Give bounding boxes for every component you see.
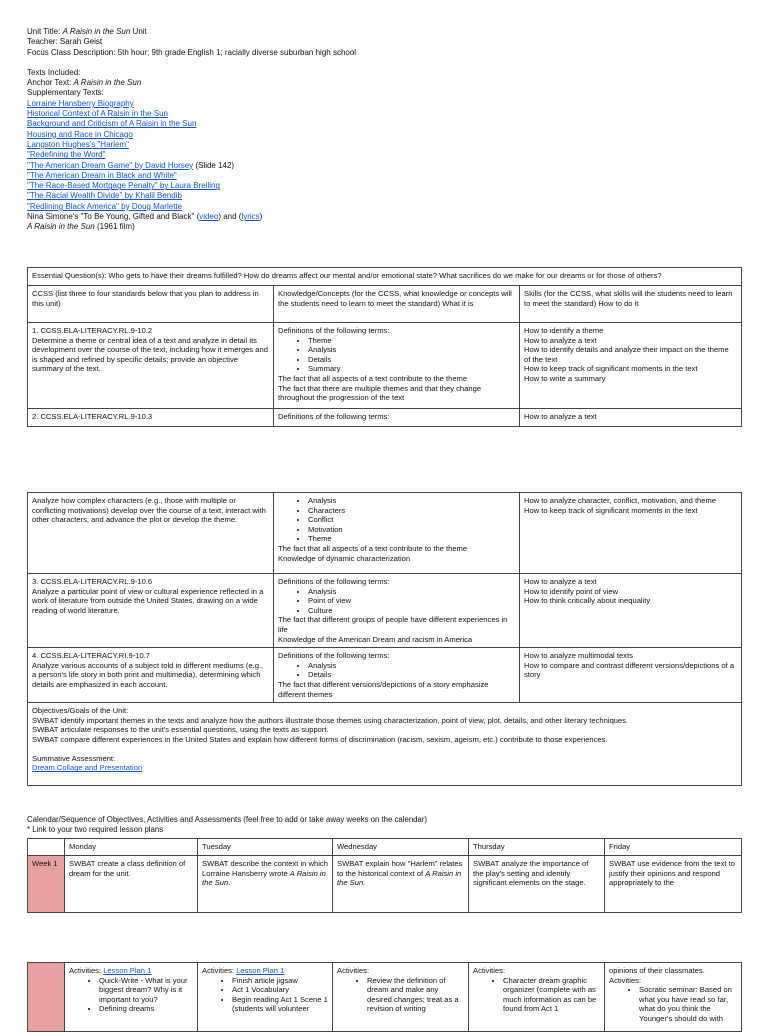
thursday-objective: SWBAT analyze the importance of the play's setting and identify significant elements on the stage.	[469, 856, 605, 913]
knowledge-header: Knowledge/Concepts (for the CCSS, what knowledge or concepts will the students need to learn to meet the standard) What it is	[274, 286, 520, 323]
link-background-criticism[interactable]: Background and Criticism of A Raisin in the Sun	[27, 119, 197, 129]
list-item: • Analysis	[308, 496, 515, 506]
nina-simone-line: Nina Simone's "To Be Young, Gifted and Black" (video) and (lyrics)	[27, 212, 263, 222]
link-racial-wealth-divide[interactable]: "The Racial Wealth Divide" by Khalil Bendib	[27, 191, 182, 201]
standards-table: Essential Question(s): Who gets to have their dreams fulfilled? How do dreams affect our mental and/or emotional state? What sacrifices do we make for our dreams or for those of others? CCSS (list three to four standards below that you plan to address in this unit) Knowledge/Concepts (for the CCSS, what knowledge or concepts will the students need to learn to meet the standard) What it is Skills (for the CCSS, what skills will the students need to learn to meet the standard) How to do it 1. CCSS.ELA-LITERACY.RL.9-10.2 Determine a theme or central idea of a text and analyze in detail its development over the course of the text, including how it emerges and is shaped and refined by specific details; provide an objective summary of the text. Definitions of the following terms: • Theme • Analysis • Details • Summary The fact that all aspects of a text contribute to the theme The fact that there are multiple themes and that they change throughout the progression of the text How to identify a theme How to analyze a text How to identify details and analyze their impact on the theme of the text How to keep track of significant moments in the text How to write a summary 2. CCSS.ELA-LITERACY.RL.9-10.3 Definitions of the following terms: How to analyze a text	[27, 267, 742, 427]
tuesday-objective: SWBAT describe the context in which Lorraine Hansberry wrote A Raisin in the Sun.	[198, 856, 333, 913]
link-american-dream-game[interactable]: "The American Dream Game" by David Horsey	[27, 160, 194, 170]
standard-1-cell	[28, 323, 274, 409]
link-hansberry-biography[interactable]: Lorraine Hansberry Biography	[27, 98, 134, 108]
day-tuesday: Tuesday	[198, 839, 333, 856]
list-item: • Analysis	[308, 587, 515, 597]
standard-2-code: 2. CCSS.ELA-LITERACY.RL.9-10.3	[28, 409, 274, 427]
knowledge-4-cell: Definitions of the following terms: • Analysis • Details The fact that different versions/depictions of a story emphasize different themes	[274, 648, 520, 703]
link-dream-collage[interactable]: Dream Collage and Presentation	[32, 763, 143, 773]
friday-activities: opinions of their classmates. Activities: • Socratic seminar: Based on what you have read so far, what do you think the Younger's should do with	[605, 963, 742, 1032]
link-mortgage-penalty[interactable]: "The Race-Based Mortgage Penalty" by Laura Brelling	[27, 181, 220, 191]
list-item: • Theme	[308, 336, 515, 346]
tuesday-activities: Activities: Lesson Plan 1 • Finish article jigsaw • Act 1 Vocabulary • Begin reading Act 1 Scene 1 (students will volunteer	[198, 963, 333, 1032]
skills-4-cell: How to analyze multimodal texts How to compare and contrast different versions/depictions of a story	[520, 648, 742, 703]
objectives-cell: Objectives/Goals of the Unit: SWBAT identify important themes in the texts and analyze how the authors illustrate those themes using characterization, point of view, plot, details, and other literary techniques. SWBAT articulate responses to the unit's essential questions, using the texts as support. SWBAT compare different experiences in the United States and explain how different forms of discrimination (racism, sexism, ageism, etc.) contribute to those experiences. Summative Assessment: Dream Collage and Presentation	[28, 703, 742, 786]
supplementary-label: Supplementary Texts:	[27, 88, 104, 98]
list-item: • Theme	[308, 534, 515, 544]
list-item: • Details	[308, 670, 515, 680]
calendar-intro: Calendar/Sequence of Objectives, Activities and Assessments (feel free to add or take away weeks on the calendar) * Link to your two required lesson plans	[27, 815, 428, 834]
day-monday: Monday	[65, 839, 198, 856]
link-harlem[interactable]: Langston Hughes's "Harlem"	[27, 139, 129, 149]
knowledge-3-cell: Definitions of the following terms: • Analysis • Point of view • Culture The fact that different groups of people have different experiences in life Knowledge of the American Dream and racism in America	[274, 574, 520, 648]
standard-2-desc: Analyze how complex characters (e.g., those with multiple or conflicting motivations) develop over the course of a text, interact with other characters, and advance the plot or develop the theme.	[28, 493, 274, 574]
list-item: • Characters	[308, 506, 515, 516]
list-item: • Quick-Write - What is your biggest dream? Why is it important to you?	[99, 976, 193, 1005]
link-video[interactable]: video	[199, 212, 219, 222]
link-housing-race[interactable]: Housing and Race in Chicago	[27, 129, 133, 139]
link-redlining[interactable]: "Redlining Black America" by Doug Marlette	[27, 201, 183, 211]
list-item: • Summary	[308, 364, 515, 374]
list-item: • Analysis	[308, 345, 515, 355]
list-item: • Character dream graphic organizer (complete with as much information as can be found from Act 1	[503, 976, 600, 1014]
teacher-line: Teacher: Sarah Geist	[27, 37, 103, 47]
day-wednesday: Wednesday	[333, 839, 469, 856]
unit-header: Unit Title: A Raisin in the Sun Unit Teacher: Sarah Geist Focus Class Description: 5th hour; 9th grade English 1; racially diverse suburban high school Texts Included: Anchor Text: A Raisin in the Sun Supplementary Texts: Lorraine Hansberry Biography Historical Context of A Raisin in the Sun Background and Criticism of A Raisin in the Sun Housing and Race in Chicago Langston Hughes's "Harlem" "Redefining the Word" "The American Dream Game" by David Horsey (Slide 142) "The American Dream in Black and White" "The Race-Based Mortgage Penalty" by Laura Brelling "The Racial Wealth Divide" by Khalil Bendib "Redlining Black America" by Doug Marlette Nina Simone's "To Be Young, Gifted and Black" (video) and (lyrics) A Raisin in the Sun (1961 film)	[27, 27, 742, 233]
friday-objective: SWBAT use evidence from the text to justify their opinions and respond appropriately to the	[605, 856, 742, 913]
list-item: • Details	[308, 355, 515, 365]
texts-included-label: Texts Included:	[27, 67, 81, 77]
list-item: • Motivation	[308, 525, 515, 535]
day-friday: Friday	[605, 839, 742, 856]
skills-header: Skills (for the CCSS, what skills will the students need to learn to meet the standard) How to do it	[520, 286, 742, 323]
calendar-table	[27, 838, 742, 913]
essential-questions: Essential Question(s): Who gets to have their dreams fulfilled? How do dreams affect our mental and/or emotional state? What sacrifices do we make for our dreams or for those of others?	[28, 268, 742, 286]
summative-label: Summative Assessment:	[32, 753, 116, 763]
thursday-activities: Activities: • Character dream graphic organizer (complete with as much information as can be found from Act 1	[469, 963, 605, 1032]
film-line: A Raisin in the Sun (1961 film)	[27, 222, 135, 232]
list-item: • Defining dreams	[99, 1004, 193, 1014]
standard-1-code: 1. CCSS.ELA-LITERACY.RL.9-10.2	[32, 326, 153, 335]
link-dream-black-white[interactable]: "The American Dream in Black and White"	[27, 170, 177, 180]
standards-table-continued	[27, 492, 742, 786]
monday-activities: Activities: Lesson Plan 1 • Quick-Write - What is your biggest dream? Why is it important to you? • Defining dreams	[65, 963, 198, 1032]
knowledge-2-cell: • Analysis • Characters • Conflict • Motivation • Theme The fact that all aspects of a text contribute to the theme Knowledge of dynamic characterization	[274, 493, 520, 574]
unit-title: Unit Title: A Raisin in the Sun Unit	[27, 27, 147, 36]
wednesday-objective: SWBAT explain how "Harlem" relates to the historical context of A Raisin in the Sun.	[333, 856, 469, 913]
list-item: • Finish article jigsaw	[232, 976, 328, 986]
day-thursday: Thursday	[469, 839, 605, 856]
objectives-label: Objectives/Goals of the Unit:	[32, 706, 129, 716]
link-lesson-plan-1-tuesday[interactable]: Lesson Plan 1	[236, 966, 285, 975]
list-item: • Point of view	[308, 596, 515, 606]
list-item: • Culture	[308, 606, 515, 616]
skills-2-cell: How to analyze character, conflict, motivation, and theme How to keep track of significant moments in the text	[520, 493, 742, 574]
wednesday-activities: Activities: • Review the definition of dream and make any desired changes; treat as a revision of writing	[333, 963, 469, 1032]
link-lesson-plan-1[interactable]: Lesson Plan 1	[103, 966, 152, 975]
standard-3-code: 3. CCSS.ELA-LITERACY.RL.9-10.6	[32, 577, 153, 586]
link-historical-context[interactable]: Historical Context of A Raisin in the Sun	[27, 109, 168, 119]
list-item: • Act 1 Vocabulary	[232, 985, 328, 995]
standard-4-cell: 4. CCSS.ELA-LITERACY.RI.9-10.7 Analyze various accounts of a subject told in different mediums (e.g., a person's life story in both print and multimedia), determining which details are emphasized in each account.	[28, 648, 274, 703]
standard-3-cell: 3. CCSS.ELA-LITERACY.RL.9-10.6 Analyze a particular point of view or cultural experience reflected in a work of literature from outside the United States, drawing on a wide reading of world literature.	[28, 574, 274, 648]
skills-3-cell: How to analyze a text How to identify point of view How to think critically about inequality	[520, 574, 742, 648]
skills-1-cell: How to identify a theme How to analyze a text How to identify details and analyze their impact on the theme of the text How to keep track of significant moments in the text How to write a summary	[520, 323, 742, 409]
week-1-activities-marker	[28, 963, 65, 1032]
list-item: • Review the definition of dream and make any desired changes; treat as a revision of writing	[367, 976, 464, 1014]
focus-class-line: Focus Class Description: 5th hour; 9th grade English 1; racially diverse suburban high school	[27, 47, 357, 57]
link-lyrics[interactable]: lyrics	[241, 212, 260, 222]
anchor-text-line: Anchor Text: A Raisin in the Sun	[27, 78, 142, 88]
monday-objective: SWBAT create a class definition of dream for the unit.	[65, 856, 198, 913]
list-item: • Begin reading Act 1 Scene 1 (students will volunteer	[232, 995, 328, 1014]
standard-4-code: 4. CCSS.ELA-LITERACY.RI.9-10.7	[32, 651, 151, 661]
link-redefining-word[interactable]: "Redefining the Word"	[27, 150, 106, 160]
standard-1-desc: Determine a theme or central idea of a text and analyze in detail its development over the course of the text, including how it emerges and is shaped and refined by specific details; provide an objective summary of the text.	[32, 335, 268, 374]
ccss-header: CCSS (list three to four standards below that you plan to address in this unit)	[28, 286, 274, 323]
week-1-label: Week 1	[28, 856, 65, 913]
list-item: • Conflict	[308, 515, 515, 525]
knowledge-1-cell: Definitions of the following terms: • Theme • Analysis • Details • Summary The fact that all aspects of a text contribute to the theme The fact that there are multiple themes and that they change throughout the progression of the text	[274, 323, 520, 409]
list-item: • Analysis	[308, 661, 515, 671]
list-item: • Socratic seminar: Based on what you have read so far, what do you think the Younger's should do with	[639, 985, 737, 1023]
calendar-activities-table	[27, 962, 742, 1032]
